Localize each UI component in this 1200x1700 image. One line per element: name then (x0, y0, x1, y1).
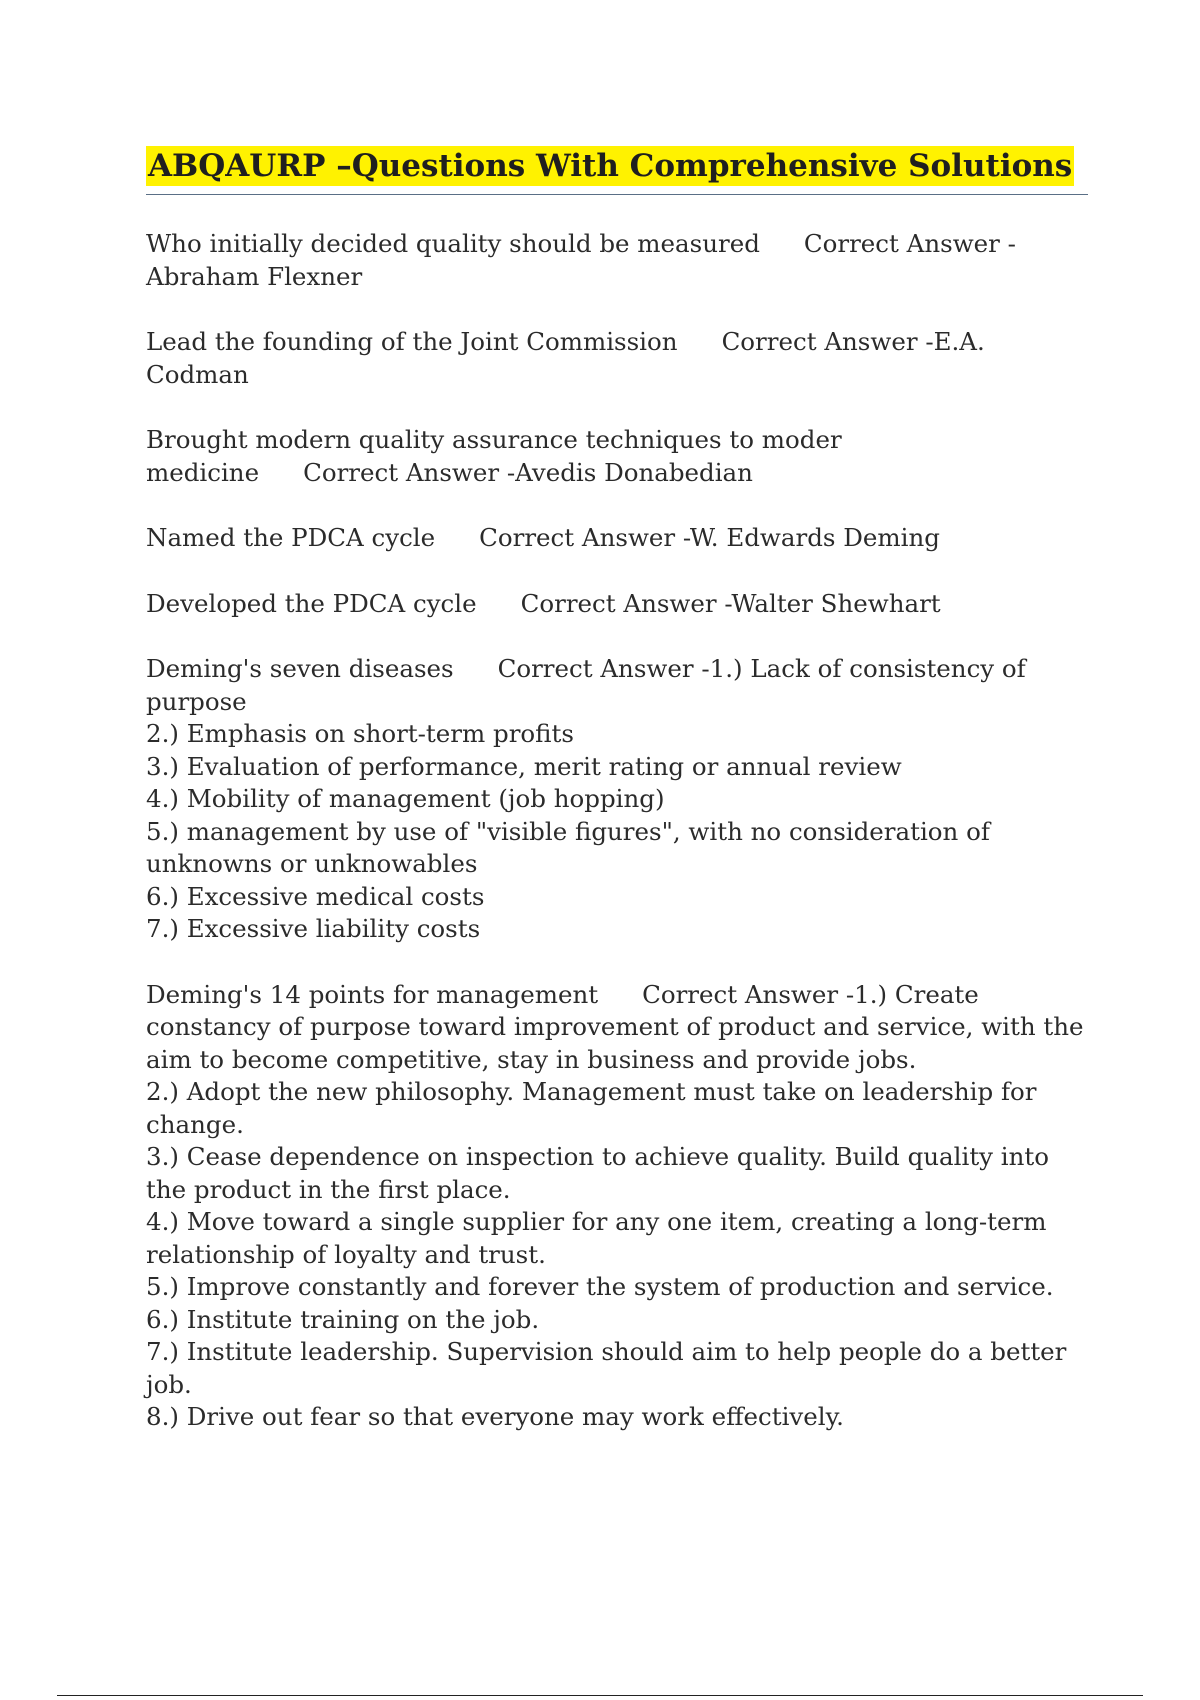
qa-entry (146, 588, 1091, 621)
page-title: ABQAURP –Questions With Comprehensive Solutions (148, 148, 1073, 184)
list-item: 3.) Evaluation of performance, merit rating or annual review (146, 751, 902, 781)
list-item: 6.) Institute training on the job. (146, 1304, 540, 1334)
question-text: Developed the PDCA cycle (146, 588, 477, 618)
question-text: Deming's seven diseases (146, 654, 454, 683)
question-text: Deming's 14 points for management (146, 979, 599, 1009)
qa-entry (146, 424, 1091, 489)
answer-text: Correct Answer -W. Edwards Deming (479, 523, 940, 552)
answer-text: Correct Answer -Walter Shewhart (520, 588, 941, 618)
answer-text: Correct Answer -Avedis Donabedian (303, 457, 753, 487)
answer-text: Correct Answer -1.) Create constancy of purpose toward improvement of product and service, with the aim to become competitive, stay in business and provide jobs. (146, 979, 1084, 1074)
qa-entry (146, 979, 1091, 1434)
qa-entry (146, 228, 1091, 293)
question-text: Lead the founding of the Joint Commission (146, 327, 678, 356)
list-item: 7.) Institute leadership. Supervision should aim to help people do a better job. (146, 1337, 1067, 1399)
qa-entry (146, 653, 1091, 946)
question-text: Who initially decided quality should be measured (146, 229, 760, 258)
list-item: 2.) Emphasis on short-term profits (146, 719, 574, 748)
qa-list (146, 228, 1091, 1467)
list-item: 4.) Move toward a single supplier for any one item, creating a long-term relationship of loyalty and trust. (146, 1207, 1047, 1269)
list-item: 4.) Mobility of management (job hopping) (146, 784, 665, 813)
answer-text: Correct Answer -1.) Lack of consistency of purpose (146, 654, 1026, 716)
qa-entry (146, 326, 1091, 391)
answer-text: Correct Answer -Abraham Flexner (146, 229, 1016, 291)
qa-entry (146, 522, 1091, 555)
footer-divider (57, 1695, 1143, 1696)
list-item: 7.) Excessive liability costs (146, 914, 481, 943)
list-item: 5.) management by use of "visible figures", with no consideration of unknowns or unknowables (146, 816, 990, 878)
list-item: 8.) Drive out fear so that everyone may work effectively. (146, 1402, 844, 1431)
list-item: 6.) Excessive medical costs (146, 881, 485, 911)
list-item: 2.) Adopt the new philosophy. Management must take on leadership for change. (146, 1077, 1037, 1139)
list-item: 3.) Cease dependence on inspection to achieve quality. Build quality into the product in the first place. (146, 1142, 1050, 1204)
title-block (146, 146, 1088, 195)
question-text: Brought modern quality assurance techniques to moder medicine (146, 425, 842, 487)
question-text: Named the PDCA cycle (146, 523, 436, 552)
list-item: 5.) Improve constantly and forever the system of production and service. (146, 1272, 1054, 1301)
answer-text: Correct Answer -E.A. Codman (146, 327, 985, 389)
